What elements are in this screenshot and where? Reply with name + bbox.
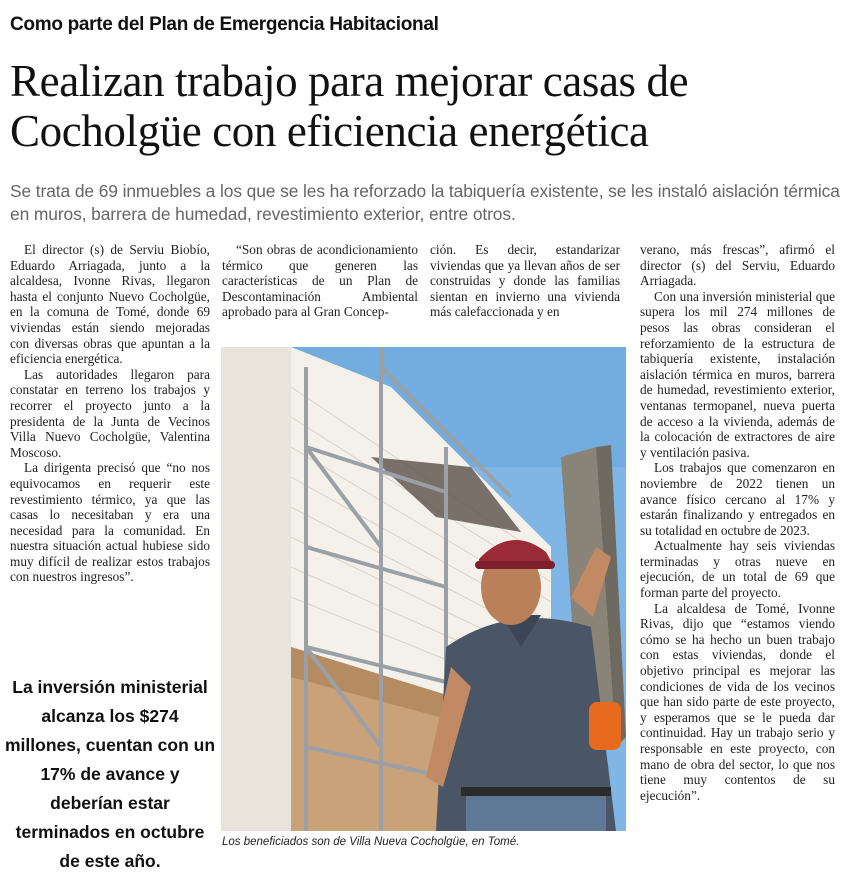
paragraph: La dirigenta precisó que “no nos equivocamos en requerir este revestimiento térmico, ya que las casas lo necesitaban y era una necesidad para la comunidad. En nuestra situación actual hubiese sido muy difícil de realizar estos trabajos con nuestros ingresos”. xyxy=(10,460,210,585)
paragraph: El director (s) de Serviu Biobío, Eduardo Arriagada, junto a la alcaldesa, Ivonne Rivas, llegaron hasta el conjunto Nuevo Cocholgüe, en la comuna de Tomé, donde 69 viviendas están siendo mejoradas con diversas obras que apuntan a la eficiencia energética. xyxy=(10,242,210,367)
paragraph: Las autoridades llegaron para constatar en terreno los trabajos y recorrer el proyecto junto a la presidenta de la Junta de Vecinos Villa Nuevo Cocholgüe, Valentina Moscoso. xyxy=(10,366,210,460)
paragraph: La alcaldesa de Tomé, Ivonne Rivas, dijo que “estamos viendo cómo se ha hecho un buen trabajo con estas viviendas, donde el objetivo principal es mejorar las condiciones de vida de los vecinos que han sido parte de este proyecto, y esperamos que se le pueda dar continuidad. Hay un trabajo serio y responsable en este proyecto, con mano de obra del sector, lo que nos tiene muy contentos de su ejecución”. xyxy=(640,600,835,803)
paragraph: “Son obras de acondicionamiento térmico que generen las características de un Plan de Descontaminación Ambiental aprobado para al Gran Concep- xyxy=(222,242,418,320)
article-column-1 xyxy=(10,242,210,585)
headline: Realizan trabajo para mejorar casas de Cocholgüe con eficiencia energética xyxy=(10,56,689,156)
paragraph: Los trabajos que comenzaron en noviembre de 2022 tienen un avance físico cercano al 17% y estarán finalizando y entregados en su totalidad en octubre de 2023. xyxy=(640,460,835,538)
dek: Se trata de 69 inmuebles a los que se les ha reforzado la tabiquería existente, se les instaló aislación térmica en muros, barrera de humedad, revestimiento exterior, entre otros. xyxy=(10,181,840,224)
kicker: Como parte del Plan de Emergencia Habitacional xyxy=(10,14,439,35)
paragraph: Con una inversión ministerial que supera los mil 274 millones de pesos las obras consideran el reforzamiento de la estructura de tabiquería existente, instalación aislación térmica en muros, barrera de humedad, revestimiento exterior, ventanas termopanel, nueva puerta de acceso a la vivienda, además de la colocación de extractores de aire y ventilación pasiva. xyxy=(640,288,835,460)
paragraph: ción. Es decir, estandarizar viviendas que ya llevan años de ser construidas y donde las familias sientan en invierno una vivienda más calefaccionada y en xyxy=(430,242,620,320)
article-column-2 xyxy=(222,242,418,320)
pull-quote: La inversión ministerial alcanza los $274 millones, cuentan con un 17% de avance y deberían estar terminados en octubre de este año. xyxy=(4,677,216,871)
photo-caption: Los beneficiados son de Villa Nueva Cocholgüe, en Tomé. xyxy=(222,836,520,848)
article-column-4 xyxy=(640,242,835,803)
paragraph: verano, más frescas”, afirmó el director (s) del Serviu, Eduardo Arriagada. xyxy=(640,242,835,289)
paragraph: Actualmente hay seis viviendas terminadas y otras nueve en ejecución, de un total de 69 que forman parte del proyecto. xyxy=(640,538,835,601)
news-photo xyxy=(221,347,626,831)
article-column-3 xyxy=(430,242,620,320)
